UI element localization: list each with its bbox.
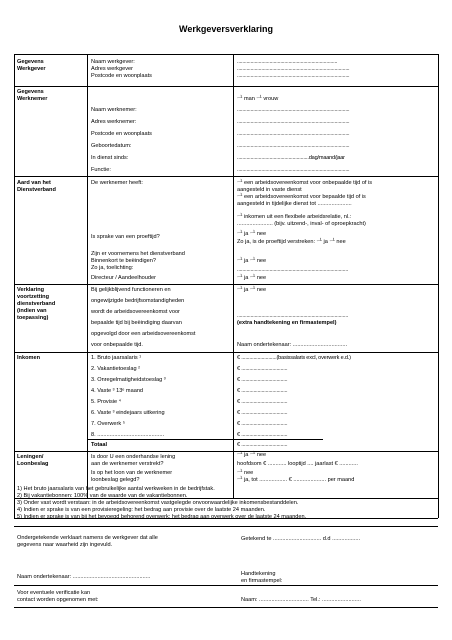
- option-bepaalde-tijd[interactable]: ᆜ een arbeidsovereenkomst voor bepaalde tijd of is: [237, 194, 366, 200]
- verklaring-text: bepaalde tijd bij beëindiging daarvan: [91, 320, 182, 326]
- signature-divider: [14, 585, 438, 586]
- verklaring-text: Bij gelijkblijvend functioneren en: [91, 287, 171, 293]
- inkomen-value[interactable]: € ..................................: [237, 421, 288, 427]
- inkomen-label: 7. Overwerk ⁵: [91, 421, 126, 427]
- field-adres-werknemer[interactable]: ...................................................................................: [237, 119, 350, 125]
- field-handtekening-verklaring[interactable]: ..................................................................................: [237, 313, 349, 319]
- label-proeftijd: Is sprake van een proeftijd?: [91, 234, 160, 240]
- table-border-right: [438, 54, 439, 518]
- verification-text: contact worden opgenomen met:: [17, 597, 99, 603]
- inkomen-label: 8. ...........................................: [91, 432, 165, 438]
- field-contact[interactable]: Naam: ................................ Tel.: .........................: [241, 597, 361, 603]
- label-functie: Functie:: [91, 167, 111, 173]
- checkbox-loonbeslag-ja[interactable]: ᆜ ja, tot .................. € ..................... per maand: [237, 477, 355, 483]
- verification-text: Voor eventuele verificatie kan: [17, 590, 91, 596]
- label-werknemer-heeft: De werknemer heeft:: [91, 180, 143, 186]
- inkomen-value[interactable]: € ..........................(basissalaris excl, overwerk e.d.): [237, 355, 351, 361]
- field-getekend-te[interactable]: Getekend te ............................... d.d ..................: [241, 536, 361, 542]
- inkomen-value[interactable]: € ..................................: [237, 366, 288, 372]
- verklaring-text: wordt de arbeidsovereenkomst voor: [91, 309, 180, 315]
- inkomen-totaal-label: Totaal: [91, 442, 108, 448]
- option-text: aangesteld in vaste dienst: [237, 187, 302, 193]
- footnote: 1) Het bruto jaarsalaris van het gebruikelijke aantal werkweken in de bedrijfstak.: [17, 486, 215, 492]
- section-header-verklaring: toepassing): [17, 315, 49, 321]
- field-naam-werkgever[interactable]: ..........................................................................: [237, 59, 338, 65]
- section-header-verklaring: Verklaring: [17, 287, 45, 293]
- section-divider: [14, 352, 438, 353]
- checkbox-verklaring[interactable]: ᆜ ja ᆜ nee: [237, 287, 267, 293]
- section-header-dienstverband: Dienstverband: [17, 187, 56, 193]
- footnote: 2) Bij vakantiebonnen: 100% van de waarde van de vakantiebonnen.: [17, 493, 188, 499]
- label-adres-werkgever: Adres werkgever: [91, 66, 133, 72]
- inkomen-label: 1. Bruto jaarsalaris ¹: [91, 355, 142, 361]
- inkomen-totaal-value[interactable]: € ..................................: [237, 442, 288, 448]
- signature-statement: gegevens naar waarheid zijn ingevuld.: [17, 542, 113, 548]
- label-loonbeslag: loonbeslag gelegd?: [91, 477, 140, 483]
- label-adres-werknemer: Adres werknemer:: [91, 119, 137, 125]
- section-header-inkomen: Inkomen: [17, 355, 41, 361]
- signature-divider: [14, 526, 438, 527]
- label-geboortedatum: Geboortedatum:: [91, 143, 132, 149]
- gender-checkboxes[interactable]: ᆜ man ᆜ vrouw: [237, 96, 279, 102]
- bottom-border: [14, 607, 438, 608]
- page-title: Werkgeversverklaring: [179, 24, 273, 34]
- footnote: 3) Onder vast wordt verstaan: in de arbeidsovereenkomst vastgelegde onvoorwaardelijke inkomensbestanddelen.: [17, 500, 299, 506]
- verklaring-text: opgevolgd door een arbeidsovereenkomst: [91, 331, 196, 337]
- table-border-top: [14, 54, 438, 55]
- checkbox-proeftijd[interactable]: ᆜ ja ᆜ nee: [237, 231, 267, 237]
- section-divider: [14, 86, 438, 87]
- inkomen-value[interactable]: € ..................................: [237, 410, 288, 416]
- checkbox-lening[interactable]: ᆜ ja ᆜ nee: [237, 452, 267, 458]
- option-text: ....................... (bijv. uitzend-, inval- of oproepkracht): [237, 221, 366, 227]
- section-header-werkgever: Werkgever: [17, 66, 46, 72]
- section-header-dienstverband: Aard van het: [17, 180, 51, 186]
- inkomen-label: 4. Vaste ³ 13ᵉ maand: [91, 388, 144, 394]
- option-flexibel[interactable]: ᆜ inkomen uit een flexibele arbeidsrelatie, nl.:: [237, 214, 352, 220]
- label-directeur: Directeur / Aandeelhouder: [91, 275, 156, 281]
- inkomen-value[interactable]: € ..................................: [237, 388, 288, 394]
- label-extra-handtekening: (extra handtekening en firmastempel): [237, 320, 337, 326]
- table-divider-col1: [87, 54, 88, 498]
- label-voornemens: Binnenkort te beëindigen?: [91, 258, 157, 264]
- label-voornemens: Zijn er voornemens het dienstverband: [91, 251, 185, 257]
- field-naam-werknemer[interactable]: ...................................................................................: [237, 107, 350, 113]
- table-divider-col2: [233, 54, 234, 498]
- verklaring-text: voor onbepaalde tijd.: [91, 342, 143, 348]
- label-naam-werknemer: Naam werknemer:: [91, 107, 137, 113]
- inkomen-value[interactable]: € ..................................: [237, 377, 288, 383]
- field-functie[interactable]: ...................................................................................: [237, 167, 350, 173]
- label-lening: aan de werknemer verstrekt?: [91, 461, 164, 467]
- label-loonbeslag: Is op het loon van de werknemer: [91, 470, 173, 476]
- inkomen-value[interactable]: € ..................................: [237, 399, 288, 405]
- footnote: 5) Indien er sprake is van bij het bevoegd behorend overwerk: het bedrag aan overwerk over de laatste 24 maanden.: [17, 514, 307, 520]
- option-onbepaalde-tijd[interactable]: ᆜ een arbeidsovereenkomst voor onbepaalde tijd of is: [237, 180, 373, 186]
- field-postcode-werknemer[interactable]: ...................................................................................: [237, 131, 350, 137]
- inkomen-label: 3. Onregelmatigheidstoeslag ³: [91, 377, 166, 383]
- field-adres-werkgever[interactable]: ...................................................................................: [237, 66, 350, 72]
- label-postcode-werknemer: Postcode en woonplaats: [91, 131, 152, 137]
- field-naam-ondertekenaar-verklaring[interactable]: Naam ondertekenaar: ...................................: [237, 342, 348, 348]
- section-header-werknemer: Werknemer: [17, 96, 48, 102]
- field-postcode-werkgever[interactable]: ...................................................................................: [237, 73, 350, 79]
- signature-statement: Ondergetekende verklaart namens de werkgever dat alle: [17, 535, 158, 541]
- inkomen-label: 2. Vakantietoeslag ²: [91, 366, 141, 372]
- label-naam-werkgever: Naam werkgever:: [91, 59, 135, 65]
- section-header-verklaring: voortzetting: [17, 294, 50, 300]
- checkbox-voornemens[interactable]: ᆜ ja ᆜ nee: [237, 258, 267, 264]
- section-divider: [14, 176, 438, 177]
- section-header-verklaring: (indien van: [17, 308, 47, 314]
- label-toelichting: Zo ja, toelichting:: [91, 265, 134, 271]
- field-in-dienst-sinds[interactable]: .....................................................dag/maand/jaar: [237, 155, 345, 161]
- verklaring-text: ongewijzigde bedrijfsomstandigheden: [91, 298, 185, 304]
- label-postcode-werkgever: Postcode en woonplaats: [91, 73, 152, 79]
- totaal-line: [233, 439, 323, 440]
- section-header-werknemer: Gegevens: [17, 89, 44, 95]
- inkomen-label: 6. Vaste ³ eindejaars uitkering: [91, 410, 165, 416]
- label-handtekening: en firmastempel:: [241, 578, 283, 584]
- section-header-leningen: Loonbeslag: [17, 461, 49, 467]
- field-naam-ondertekenaar[interactable]: Naam ondertekenaar: ..................................................: [17, 574, 151, 580]
- label-in-dienst-sinds: In dienst sinds:: [91, 155, 129, 161]
- footnote: 4) Indien er sprake is van een provisieregeling: het bedrag aan provisie over de laatste 24 maanden.: [17, 507, 266, 513]
- field-geboortedatum[interactable]: ...................................................................................: [237, 143, 350, 149]
- section-divider: [14, 451, 438, 452]
- checkbox-loonbeslag-nee[interactable]: ᆜ nee: [237, 470, 254, 476]
- inkomen-value[interactable]: € ..................................: [237, 432, 288, 438]
- table-border-left: [14, 54, 15, 518]
- label-lening: Is door U een onderhandse lening: [91, 454, 176, 460]
- totaal-line: [87, 439, 233, 440]
- section-header-werkgever: Gegevens: [17, 59, 44, 65]
- checkbox-proeftijd-verstreken[interactable]: Zo ja, is de proeftijd verstreken: ᆜ ja ᆜ nee: [237, 239, 346, 245]
- checkbox-directeur[interactable]: ᆜ ja ᆜ nee: [237, 275, 267, 281]
- field-toelichting[interactable]: ..................................................................................: [237, 267, 349, 273]
- label-handtekening: Handtekening: [241, 571, 276, 577]
- inkomen-label: 5. Provisie ⁴: [91, 399, 122, 405]
- section-header-verklaring: dienstverband: [17, 301, 56, 307]
- option-text: aangesteld in tijdelijke dienst tot ......................: [237, 201, 352, 207]
- section-divider: [14, 284, 438, 285]
- field-lening-details[interactable]: hoofdsom € ............ looptijd .... jaarlast € ............: [237, 461, 358, 467]
- section-header-leningen: Leningen/: [17, 454, 44, 460]
